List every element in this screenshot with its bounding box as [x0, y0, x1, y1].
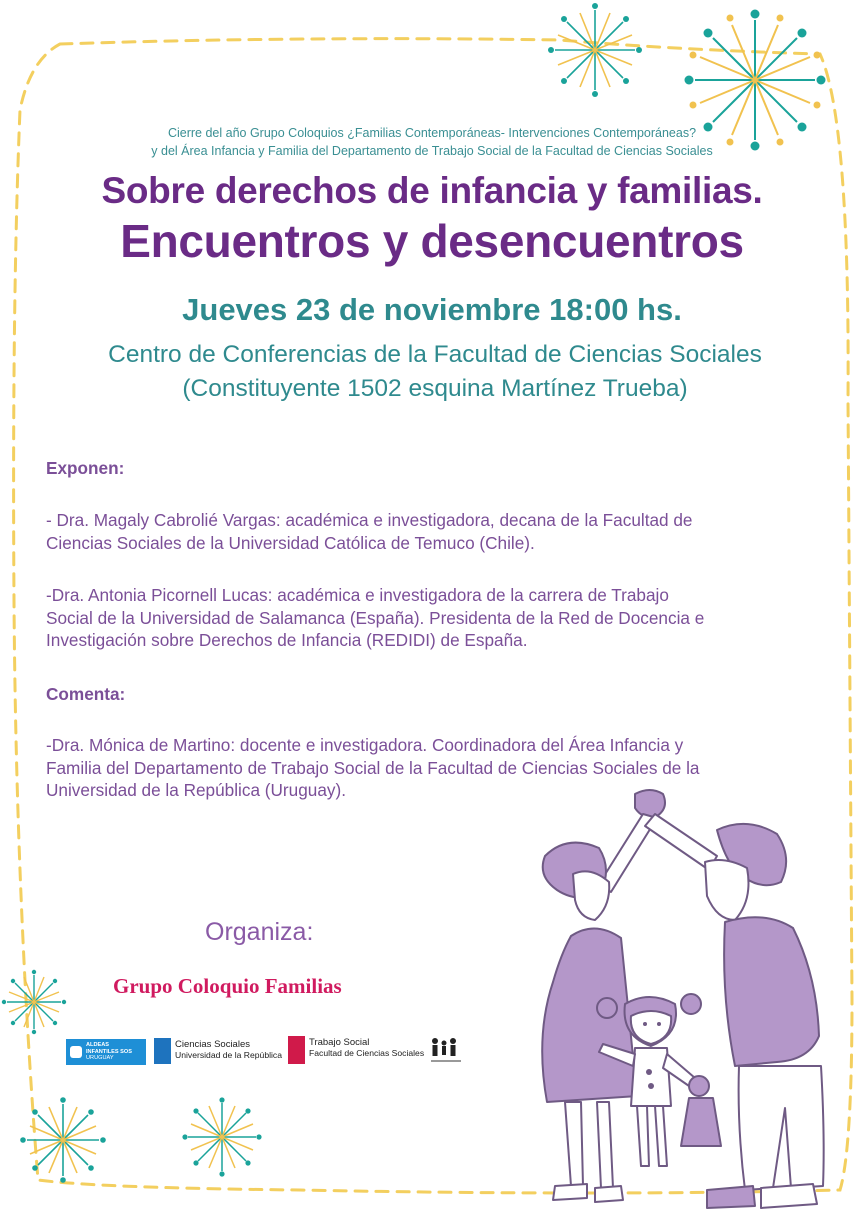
aldeas-sos-logo	[66, 1039, 146, 1065]
organizer-name: Grupo Coloquio Familias	[113, 974, 342, 998]
trabajo-social-mark-icon	[288, 1036, 305, 1064]
aldeas-logo-text: ALDEAS	[86, 1042, 109, 1049]
cs-logo-text: Ciencias Sociales	[175, 1039, 250, 1050]
trabajo-social-logo	[288, 1036, 428, 1066]
event-date: Jueves 23 de noviembre 18:00 hs.	[182, 292, 682, 327]
commentator-line: Universidad de la República (Uruguay).	[46, 780, 346, 800]
firework-decoration-icon	[0, 968, 68, 1036]
intro-line: y del Área Infancia y Familia del Departamento de Trabajo Social de la Facultad de Ciencias Sociales	[151, 144, 713, 158]
event-venue	[0, 338, 864, 406]
commentator-line: -Dra. Mónica de Martino: docente e investigadora. Coordinadora del Área Infancia y	[46, 735, 684, 755]
commentator-line: Familia del Departamento de Trabajo Social de la Facultad de Ciencias Sociales de la	[46, 757, 700, 778]
speakers-heading: Exponen:	[46, 458, 125, 478]
title-line-1: Sobre derechos de infancia y familias.	[101, 170, 763, 211]
intro-line: Cierre del año Grupo Coloquios ¿Familias Contemporáneas- Intervenciones Contemporáneas?	[167, 126, 697, 140]
ts-logo-text: Facultad de Ciencias Sociales	[309, 1048, 425, 1058]
intro-text	[0, 124, 864, 160]
speaker-line: Ciencias Sociales de la Universidad Católica de Temuco (Chile).	[46, 532, 535, 553]
aldeas-logo-text: URUGUAY	[86, 1055, 114, 1062]
speaker-line: -Dra. Antonia Picornell Lucas: académica e investigadora de la carrera de Trabajo	[46, 585, 669, 605]
title-line-2: Encuentros y desencuentros	[120, 215, 744, 267]
commentator-heading: Comenta:	[46, 684, 126, 704]
firework-decoration-icon	[18, 1095, 108, 1185]
venue-line: Centro de Conferencias de la Facultad de Ciencias Sociales	[108, 341, 762, 368]
family-illustration	[495, 786, 835, 1221]
speaker-item	[46, 584, 826, 652]
ciencias-sociales-logo	[154, 1038, 284, 1066]
venue-address: (Constituyente 1502 esquina Martínez Trueba)	[182, 375, 688, 402]
speaker-line: Investigación sobre Derechos de Infancia (REDIDI) de España.	[46, 630, 528, 650]
organizer-label: Organiza:	[205, 918, 314, 946]
aldeas-logo-text: INFANTILES SOS	[86, 1048, 132, 1055]
ciencias-sociales-mark-icon	[154, 1038, 171, 1064]
firework-decoration-icon	[180, 1095, 264, 1179]
firework-decoration-icon	[545, 0, 645, 100]
speaker-item	[46, 509, 826, 554]
speaker-line: - Dra. Magaly Cabrolié Vargas: académica e investigadora, decana de la Facultad de	[46, 510, 693, 530]
ts-logo-text: Trabajo Social	[309, 1037, 370, 1048]
family-figures-logo-icon	[430, 1036, 462, 1066]
speaker-line: Social de la Universidad de Salamanca (España). Presidenta de la Red de Docencia e	[46, 607, 705, 628]
cs-logo-text: Universidad de la República	[175, 1050, 283, 1060]
sos-family-icon	[70, 1046, 82, 1058]
